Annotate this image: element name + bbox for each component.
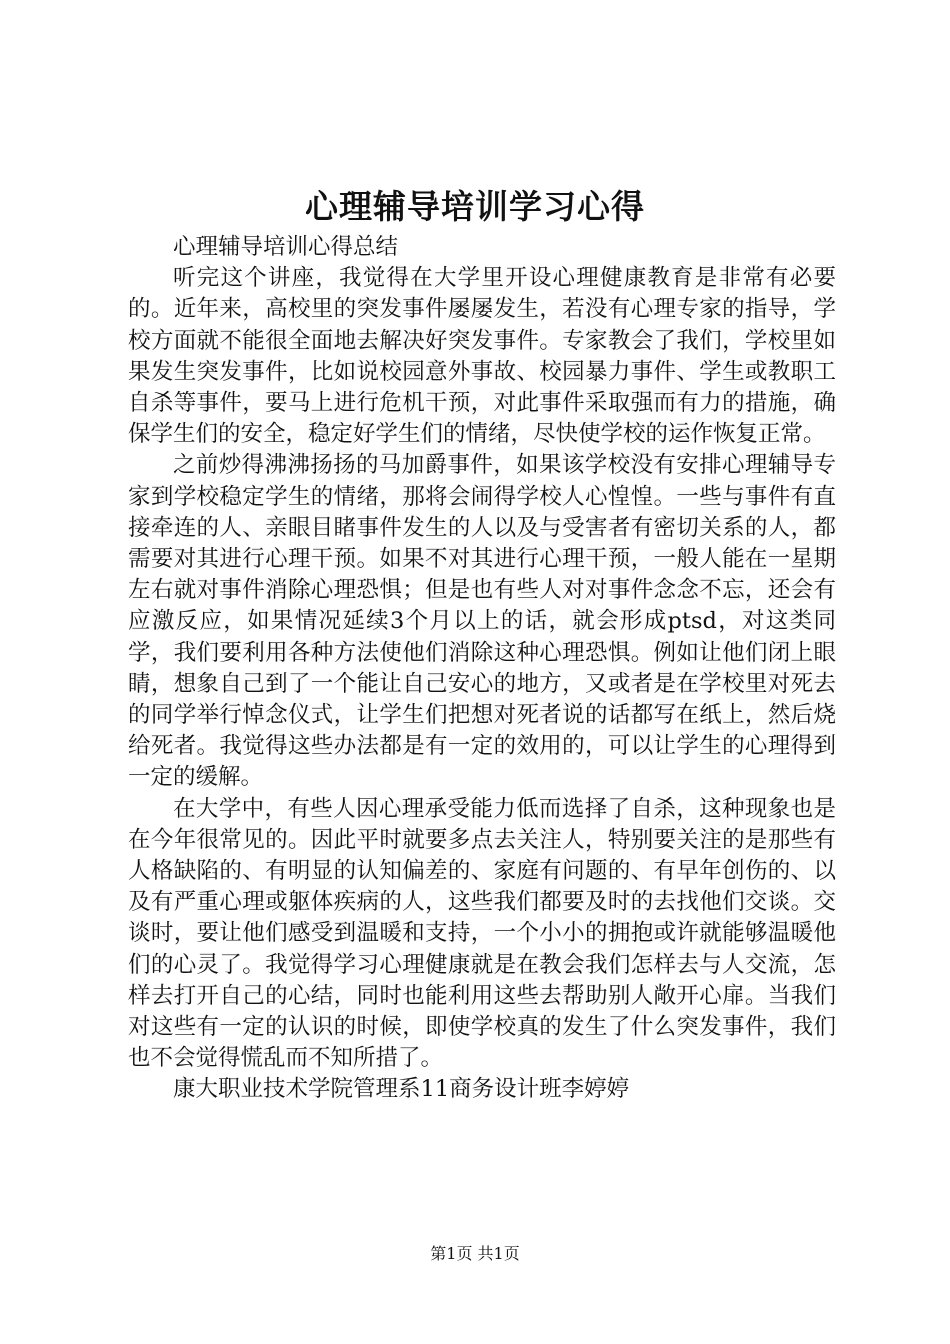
- document-body: [128, 232, 836, 1106]
- document-title: 心理辅导培训学习心得: [305, 187, 645, 226]
- paragraph-3: 在大学中，有些人因心理承受能力低而选择了自杀，这种现象也是在今年很常见的。因此平时就要多点去关注人，特别要关注的是那些有人格缺陷的、有明显的认知偏差的、家庭有问题的、有早年创伤的、以及有严重心理或躯体疾病的人，这些我们都要及时的去找他们交谈。交谈时，要让他们感受到温暖和支持，一个小小的拥抱或许就能够温暖他们的心灵了。我觉得学习心理健康就是在教会我们怎样去与人交流，怎样去打开自己的心结，同时也能利用这些去帮助别人敞开心扉。当我们对这些有一定的认识的时候，即使学校真的发生了什么突发事件，我们也不会觉得慌乱而不知所措了。: [128, 795, 836, 1072]
- paragraph-2: 之前炒得沸沸扬扬的马加爵事件，如果该学校没有安排心理辅导专家到学校稳定学生的情绪，那将会闹得学校人心惶惶。一些与事件有直接牵连的人、亲眼目睹事件发生的人以及与受害者有密切关系的人，都需要对其进行心理干预。如果不对其进行心理干预，一般人能在一星期左右就对事件消除心理恐惧；但是也有些人对对事件念念不忘，还会有应激反应，如果情况延续3个月以上的话，就会形成ptsd，对这类同学，我们要利用各种方法使他们消除这种心理恐惧。例如让他们闭上眼睛，想象自己到了一个能让自己安心的地方，又或者是在学校里对死去的同学举行悼念仪式，让学生们把想对死者说的话都写在纸上，然后烧给死者。我觉得这些办法都是有一定的效用的，可以让学生的心理得到一定的缓解。: [128, 452, 836, 791]
- signature-line: 康大职业技术学院管理系11商务设计班李婷婷: [173, 1076, 630, 1103]
- page-footer: 第1页 共1页: [430, 1244, 520, 1263]
- paragraph-1: 听完这个讲座，我觉得在大学里开设心理健康教育是非常有必要的。近年来，高校里的突发事件屡屡发生，若没有心理专家的指导，学校方面就不能很全面地去解决好突发事件。专家教会了我们，学校里如果发生突发事件，比如说校园意外事故、校园暴力事件、学生或教职工自杀等事件，要马上进行危机干预，对此事件采取强而有力的措施，确保学生们的安全，稳定好学生们的情绪，尽快使学校的运作恢复正常。: [128, 265, 836, 448]
- subtitle-line: 心理辅导培训心得总结: [173, 234, 399, 260]
